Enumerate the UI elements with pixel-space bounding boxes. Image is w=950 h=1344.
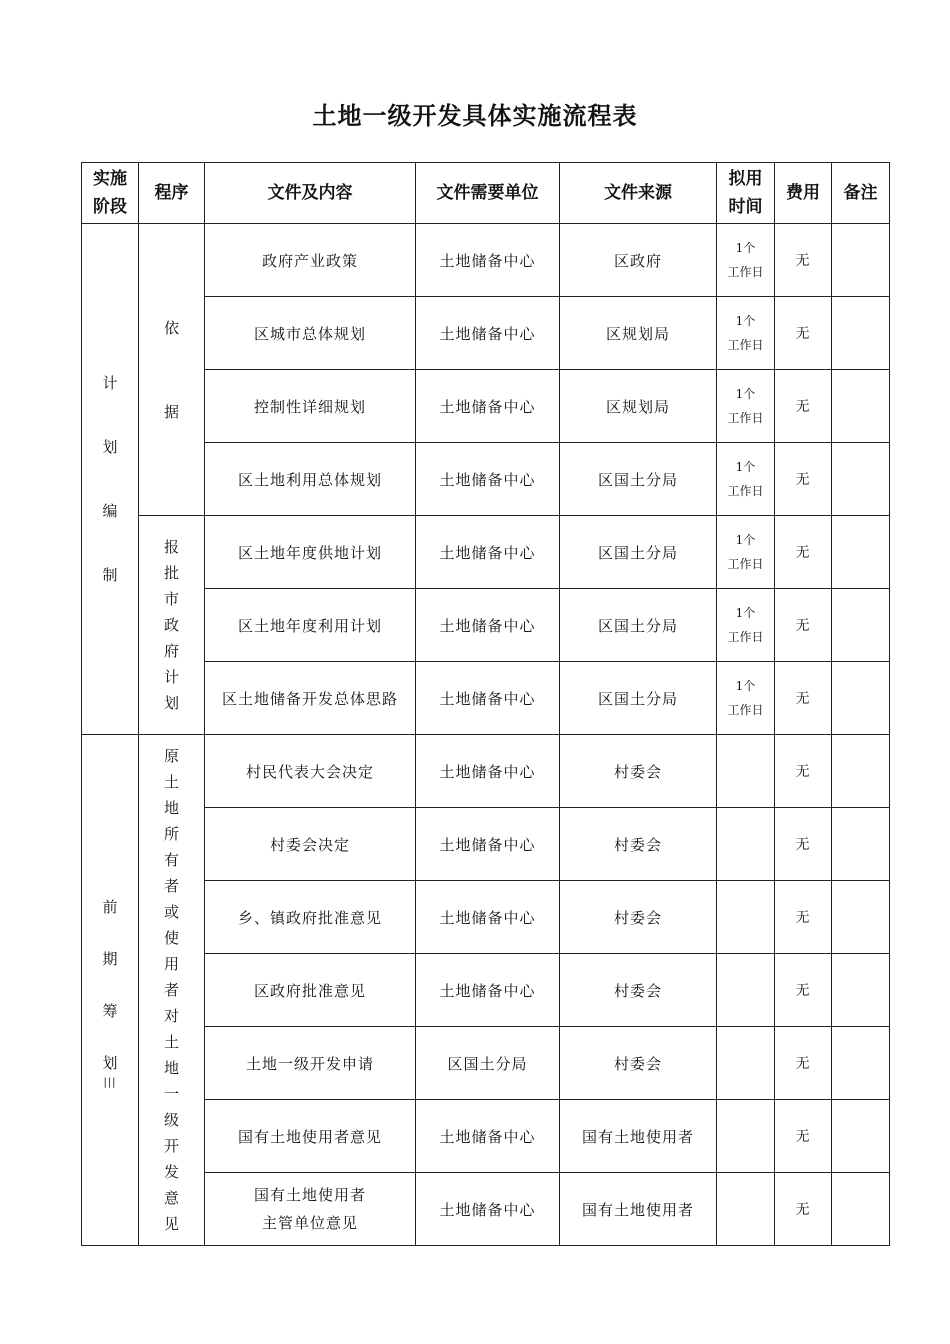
unit-cell: 土地储备中心 [416,224,560,297]
content-cell: 区土地利用总体规划 [205,443,416,516]
unit-cell: 土地储备中心 [416,954,560,1027]
source-cell: 区国土分局 [560,443,717,516]
fee-cell: 无 [775,1100,832,1173]
unit-cell: 土地储备中心 [416,443,560,516]
note-cell [832,954,890,1027]
table-row [82,516,890,589]
note-cell [832,516,890,589]
note-cell [832,443,890,516]
unit-cell: 区国土分局 [416,1027,560,1100]
content-cell: 村民代表大会决定 [205,735,416,808]
procedure-basis-cell: 依据 [139,224,205,516]
source-cell: 国有土地使用者 [560,1173,717,1246]
unit-cell: 土地储备中心 [416,516,560,589]
header-procedure: 程序 [139,163,205,224]
note-cell [832,370,890,443]
content-cell: 区土地年度供地计划 [205,516,416,589]
note-cell [832,1100,890,1173]
unit-cell: 土地储备中心 [416,881,560,954]
time-cell [717,1027,775,1100]
time-cell: 1个 工作日 [717,297,775,370]
note-cell [832,662,890,735]
note-cell [832,735,890,808]
source-cell: 村委会 [560,1027,717,1100]
procedure-consent-cell: 原土地所有者或使用者对土地一级开发意见 [139,735,205,1246]
source-cell: 村委会 [560,881,717,954]
note-cell [832,1027,890,1100]
source-cell: 区规划局 [560,297,717,370]
source-cell: 区规划局 [560,370,717,443]
source-cell: 国有土地使用者 [560,1100,717,1173]
unit-cell: 土地储备中心 [416,1100,560,1173]
header-content: 文件及内容 [205,163,416,224]
note-cell [832,224,890,297]
time-cell: 1个 工作日 [717,662,775,735]
time-cell [717,954,775,1027]
content-cell: 土地一级开发申请 [205,1027,416,1100]
source-cell: 区国土分局 [560,589,717,662]
source-cell: 区国土分局 [560,662,717,735]
source-cell: 村委会 [560,735,717,808]
content-cell: 国有土地使用者 主管单位意见 [205,1173,416,1246]
stage-dash: ||| [103,1076,117,1088]
time-cell [717,808,775,881]
fee-cell: 无 [775,808,832,881]
fee-cell: 无 [775,1027,832,1100]
note-cell [832,589,890,662]
table-row [82,224,890,297]
stage-plan-cell: 计 划 编 制 [82,224,139,735]
content-cell: 村委会决定 [205,808,416,881]
header-source: 文件来源 [560,163,717,224]
fee-cell: 无 [775,954,832,1027]
fee-cell: 无 [775,370,832,443]
time-cell: 1个 工作日 [717,443,775,516]
note-cell [832,1173,890,1246]
stage-prep-cell: 前 期 筹 划 ||| [82,735,139,1246]
header-fee: 费用 [775,163,832,224]
fee-cell: 无 [775,589,832,662]
time-cell: 1个 工作日 [717,589,775,662]
source-cell: 村委会 [560,808,717,881]
unit-cell: 土地储备中心 [416,589,560,662]
time-cell [717,1173,775,1246]
content-cell: 控制性详细规划 [205,370,416,443]
note-cell [832,808,890,881]
time-cell [717,881,775,954]
content-cell: 区土地储备开发总体思路 [205,662,416,735]
time-cell: 1个 工作日 [717,224,775,297]
fee-cell: 无 [775,224,832,297]
page-title: 土地一级开发具体实施流程表 [312,101,638,130]
note-cell [832,297,890,370]
unit-cell: 土地储备中心 [416,735,560,808]
source-cell: 区国土分局 [560,516,717,589]
source-cell: 区政府 [560,224,717,297]
time-cell [717,1100,775,1173]
content-cell: 国有土地使用者意见 [205,1100,416,1173]
time-cell: 1个 工作日 [717,516,775,589]
unit-cell: 土地储备中心 [416,808,560,881]
fee-cell: 无 [775,1173,832,1246]
content-cell: 区土地年度利用计划 [205,589,416,662]
fee-cell: 无 [775,297,832,370]
header-unit: 文件需要单位 [416,163,560,224]
header-note: 备注 [832,163,890,224]
table-row [82,735,890,808]
header-row [82,163,890,224]
procedure-approval-cell: 报批市政府计划 [139,516,205,735]
content-cell: 区政府批准意见 [205,954,416,1027]
content-cell: 乡、镇政府批准意见 [205,881,416,954]
unit-cell: 土地储备中心 [416,1173,560,1246]
fee-cell: 无 [775,881,832,954]
unit-cell: 土地储备中心 [416,370,560,443]
content-cell: 区城市总体规划 [205,297,416,370]
fee-cell: 无 [775,735,832,808]
fee-cell: 无 [775,443,832,516]
fee-cell: 无 [775,516,832,589]
unit-cell: 土地储备中心 [416,297,560,370]
header-stage: 实施 阶段 [82,163,139,224]
header-time: 拟用 时间 [717,163,775,224]
content-cell: 政府产业政策 [205,224,416,297]
note-cell [832,881,890,954]
unit-cell: 土地储备中心 [416,662,560,735]
fee-cell: 无 [775,662,832,735]
source-cell: 村委会 [560,954,717,1027]
time-cell [717,735,775,808]
process-table [81,162,890,1246]
time-cell: 1个 工作日 [717,370,775,443]
